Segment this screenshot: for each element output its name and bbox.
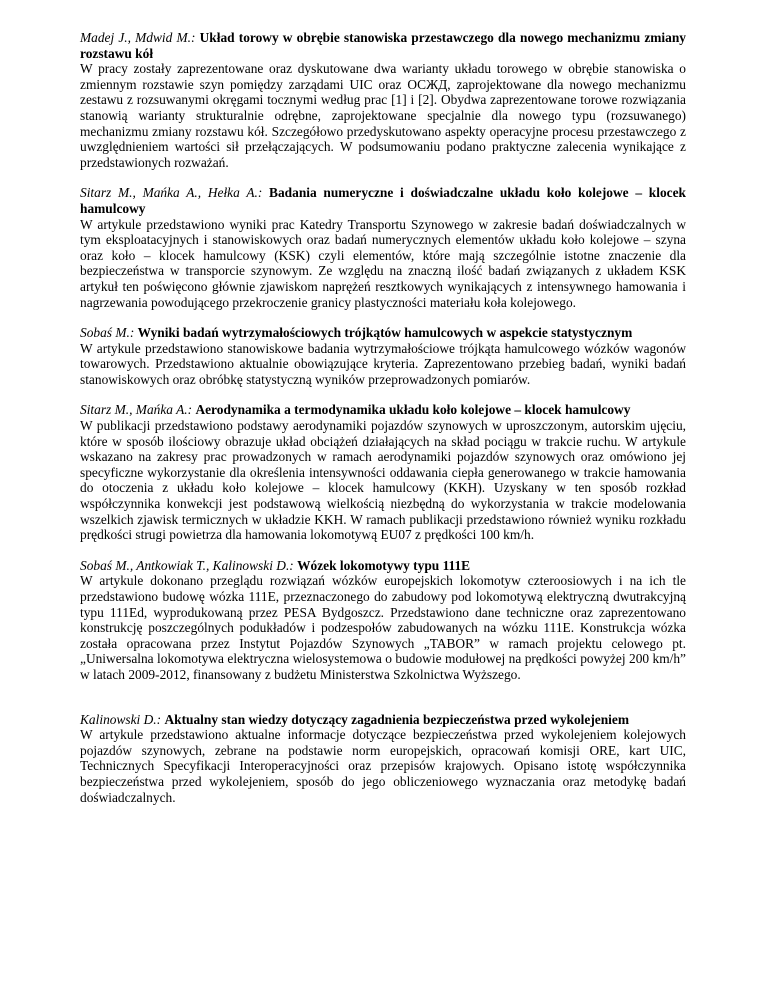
entry-abstract: W publikacji przedstawiono podstawy aerodynamiki pojazdów szynowych w uproszczonym, autorskim ujęciu, które w sposób ilościowy obrazuje układ obciążeń działających na skład pociągu w trakcie ruchu. W artykule wskazano na zakresy prac prowadzonych w ramach aerodynamiki pojazdów szynowych oraz omówiono jej specyficzne wykorzystanie dla określenia intensywności oddawania ciepła generowanego w trakcie hamowania do otoczenia z układu koło kolejowe – klocek hamulcowy (KKH). Uzyskany w ten sposób rozkład współczynnika konwekcji jest podstawową wielkością niezbędną do wykorzystania w trakcie modelowania wszelkich zjawisk termicznych w układzie KKH. W ramach publikacji przedstawiono również wyniku rozkładu prędkości strugi powietrza dla hamowania lokomotywą EU07 z prędkości 100 km/h. (80, 418, 686, 543)
entry-title: Wózek lokomotywy typu 111E (297, 557, 471, 573)
entry-authors: Kalinowski D.: (80, 711, 162, 727)
entry-title: Układ torowy w obrębie stanowiska przestawczego dla nowego mechanizmu zmiany rozstawu kół (80, 30, 686, 61)
entry-abstract: W pracy zostały zaprezentowane oraz dyskutowane dwa warianty układu torowego w obrębie stanowiska o zmiennym rozstawie szyn pomiędzy zarządami UIC oraz ОСЖД, zaprojektowane dla nowego mechanizmu zestawu z rozsuwanymi okręgami tocznymi według prac [1] i [2]. Obydwa zaprezentowane torowe rozwiązania stanowią warianty strukturalnie odrębne, zaprojektowane specjalnie dla nowego typu (rozsuwanego) mechanizmu zmiany rozstawu kół. Szczegółowo przedyskutowano aspekty operacyjne procesu przestawczego z uwzględnieniem wartości sił przełączających. W podsumowaniu podano praktyczne zalecenia wynikające z przedstawionych rozważań. (80, 61, 686, 170)
entry-authors: Madej J., Mdwid M.: (80, 30, 196, 45)
entry-authors: Sitarz M., Mańka A.: (80, 402, 193, 418)
entry-heading (80, 402, 686, 418)
entry-abstract: W artykule przedstawiono wyniki prac Katedry Transportu Szynowego w zakresie badań doświadczalnych w tym eksploatacyjnych i stanowiskowych oraz badań numerycznych elementów układu koło kolejowe – szyna oraz koło – klocek hamulcowy (KSK) czyli elementów, które mają szczególnie istotne znaczenie dla bezpieczeństwa w transporcie szynowym. Ze względu na znaczną ilość badań związanych z układem KSK artykuł ten poświęcono głównie zjawiskom naprężeń resztkowych wynikających z intensywnego hamowania i nagrzewania powodującego przekroczenie granicy plastyczności materiału koła kolejowego. (80, 216, 686, 310)
entry-heading (80, 30, 686, 61)
abstract-entry (80, 325, 686, 387)
entry-title: Badania numeryczne i doświadczalne układu koło kolejowe – klocek hamulcowy (80, 185, 686, 216)
entry-abstract: W artykule przedstawiono stanowiskowe badania wytrzymałościowe trójkąta hamulcowego wózków wagonów towarowych. Przedstawiono aktualnie obowiązujące kryteria. Zaprezentowano przebieg badań, wyniki badań stanowiskowych oraz obróbkę statystyczną wyników przeprowadzonych pomiarów. (80, 340, 686, 387)
entry-title: Wyniki badań wytrzymałościowych trójkątów hamulcowych w aspekcie statystycznym (137, 325, 633, 341)
abstract-entry (80, 185, 686, 310)
entry-heading (80, 558, 686, 574)
abstract-entry (80, 712, 686, 806)
abstracts-page (80, 30, 686, 805)
entry-abstract: W artykule dokonano przeglądu rozwiązań wózków europejskich lokomotyw czteroosiowych i na ich tle przedstawiono budowę wózka 111E, przeznaczonego do zabudowy pod lokomotywą elektryczną dwutrakcyjną typu 111Ed, wyprodukowaną przez PESA Bydgoszcz. Przedstawiono dane techniczne oraz zaprezentowano konstrukcję poszczególnych podukładów i podzespołów zabudowanych na wózku 111E. Konstrukcja wózka została opracowana przez Instytut Pojazdów Szynowych „TABOR” w ramach projektu celowego pt. „Uniwersalna lokomotywa elektryczna wielosystemowa o budowie modułowej na prędkości powyżej 200 km/h” w latach 2009-2012, finansowany z budżetu Ministerstwa Szkolnictwa Wyższego. (80, 573, 686, 682)
abstract-entry (80, 402, 686, 542)
entry-heading (80, 712, 686, 728)
entry-heading (80, 185, 686, 216)
abstract-entry (80, 30, 686, 170)
entry-heading (80, 325, 686, 341)
entry-title: Aerodynamika a termodynamika układu koło kolejowe – klocek hamulcowy (195, 402, 631, 418)
entry-authors: Sobaś M.: (80, 325, 135, 341)
abstract-entry (80, 558, 686, 683)
entry-authors: Sitarz M., Mańka A., Hełka A.: (80, 185, 263, 201)
entry-abstract: W artykule przedstawiono aktualne informacje dotyczące bezpieczeństwa przed wykolejeniem kolejowych pojazdów szynowych, zebrane na podstawie norm europejskich, opracowań komisji ORE, kart UIC, Technicznych Specyfikacji Interoperacyjności oraz przepisów krajowych. Opisano istotę współczynnika bezpieczeństwa przed wykolejeniem, sposób do jego obliczeniowego wyznaczania oraz metodykę badań doświadczalnych. (80, 727, 686, 805)
entry-authors: Sobaś M., Antkowiak T., Kalinowski D.: (80, 557, 294, 573)
entry-title: Aktualny stan wiedzy dotyczący zagadnienia bezpieczeństwa przed wykolejeniem (164, 711, 629, 727)
